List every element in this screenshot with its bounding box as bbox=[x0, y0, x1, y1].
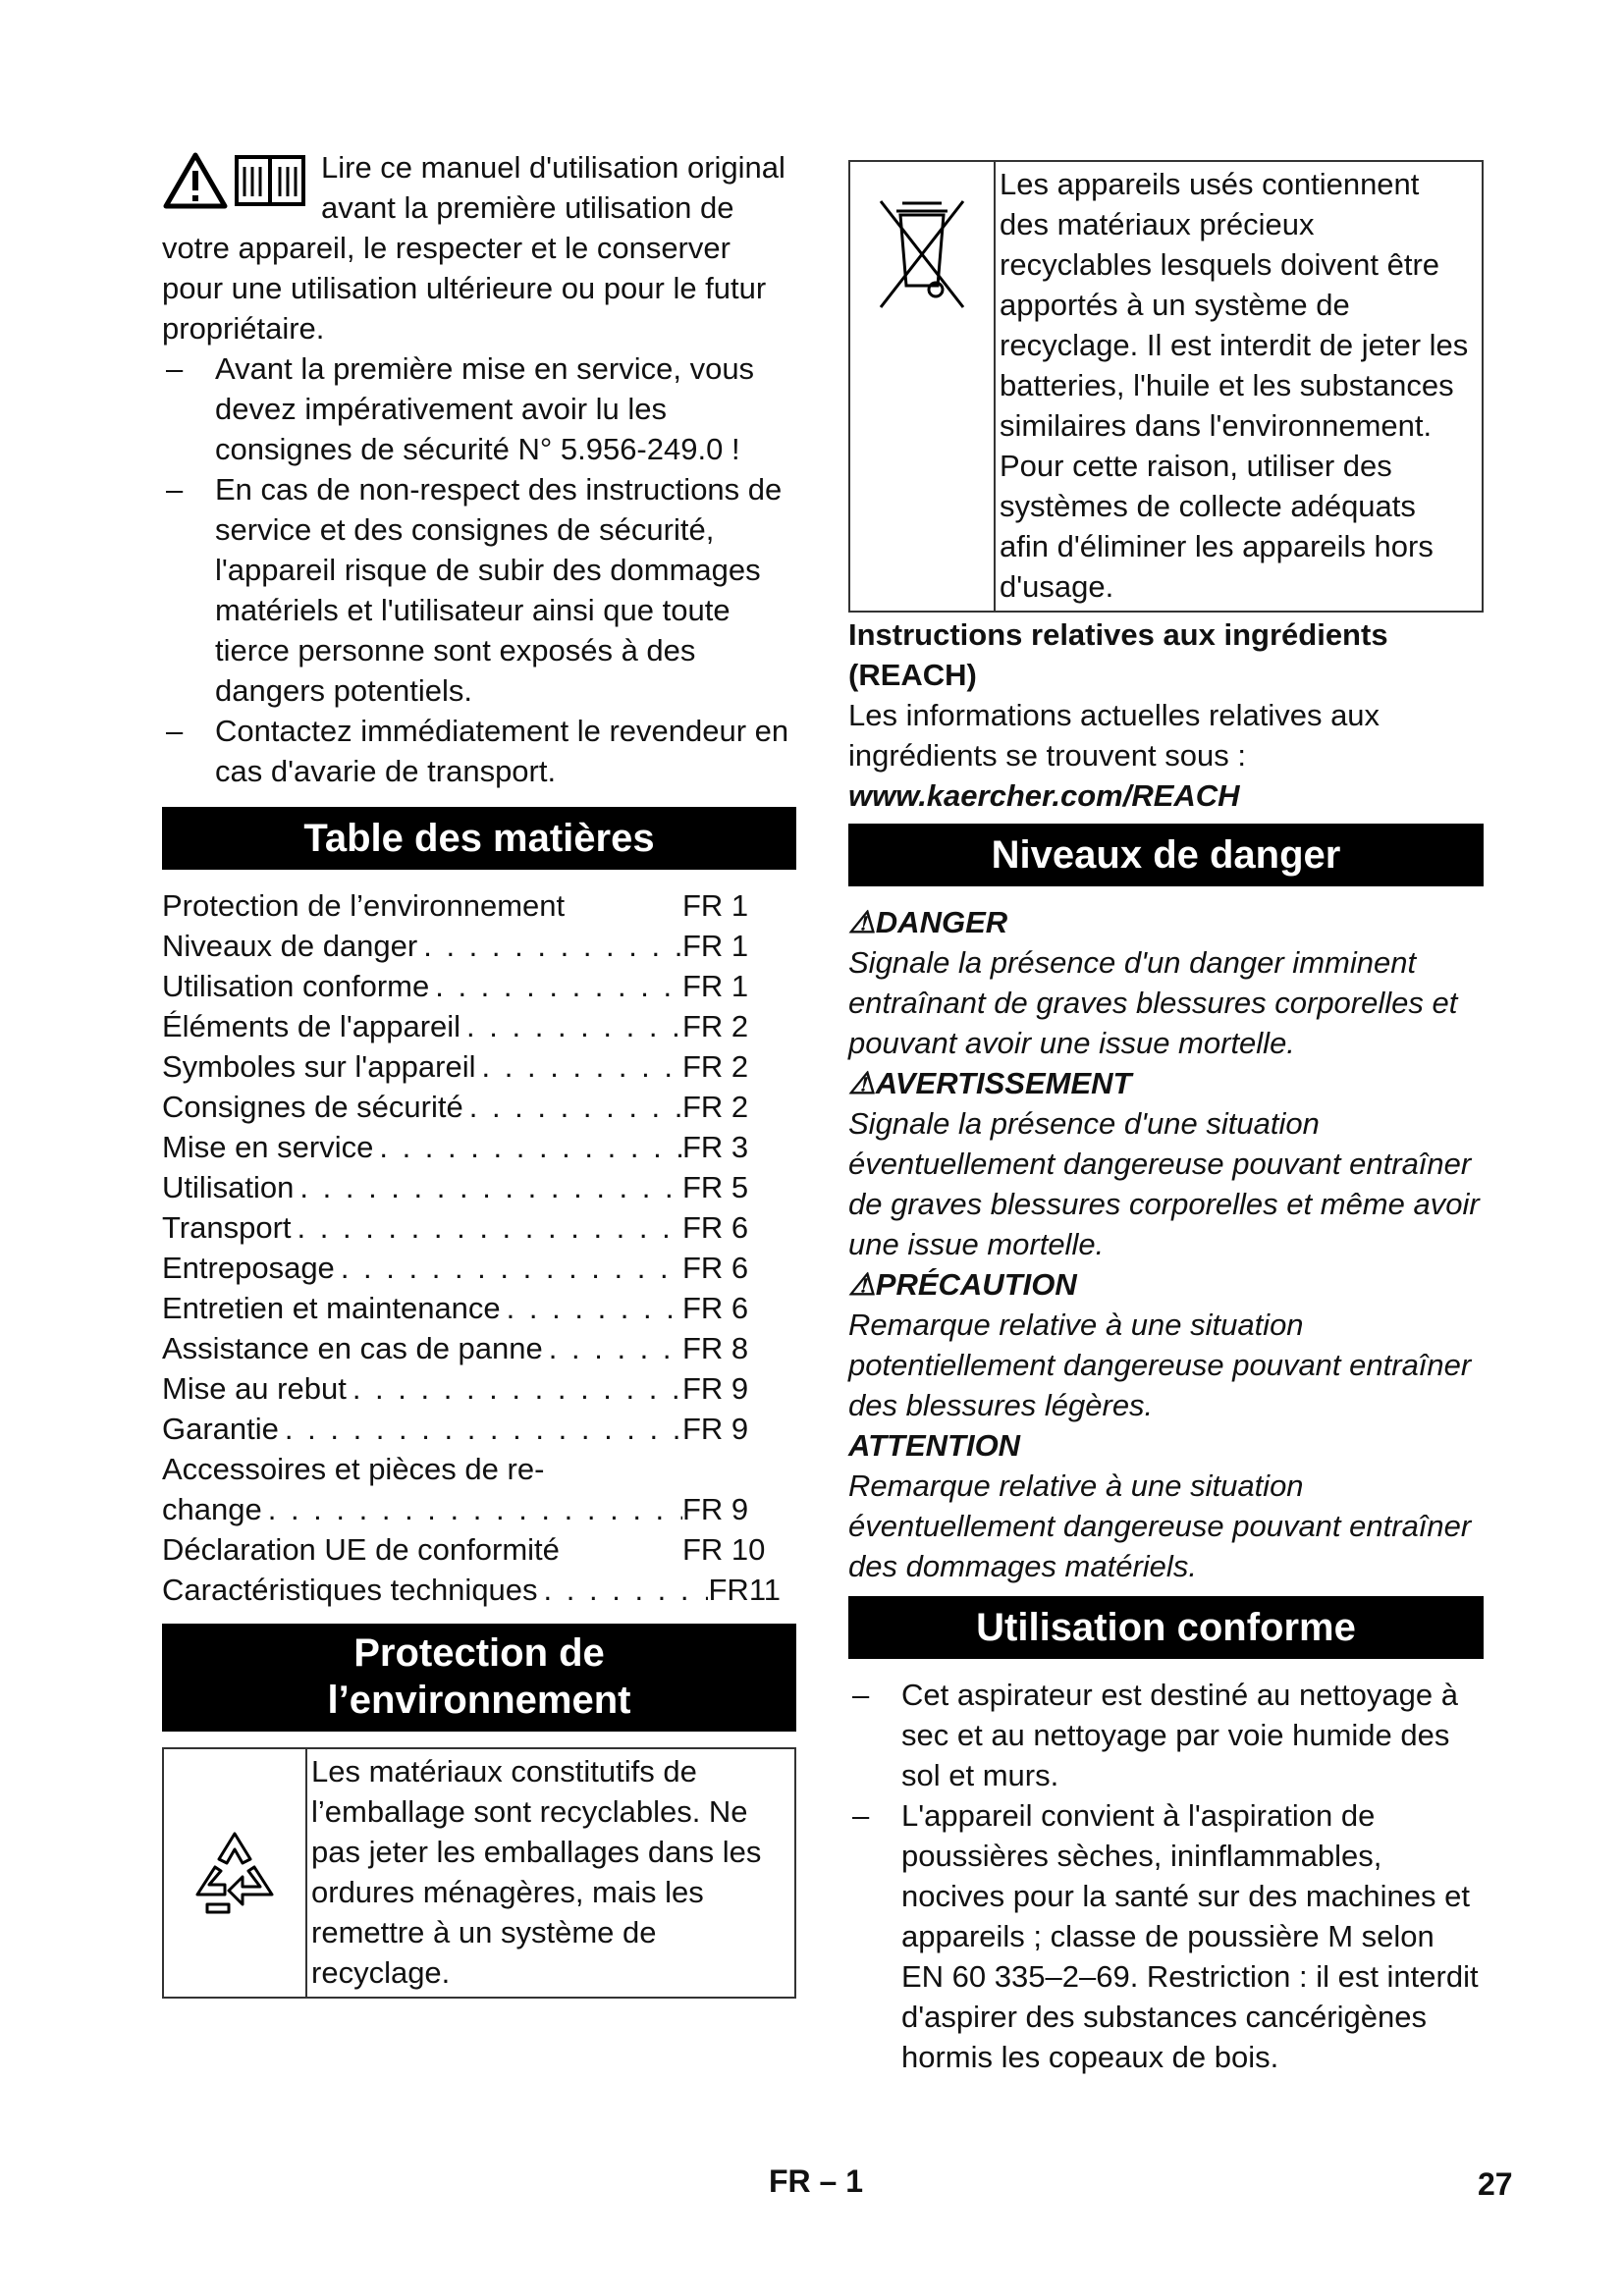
manual-book-icon bbox=[237, 157, 303, 204]
weee-text: Les appareils usés contiennent des matériaux précieux recyclables lesquels doivent être apportés à un système de recyclage. Il est interdit de jeter les batteries, l'huile et les substances similaires dans l'environnement. Pour cette raison, utiliser des systèmes de collecte adéquats afin d'éliminer les appareils hors d'usage. bbox=[1000, 167, 1469, 604]
toc-entry[interactable]: Mise au rebut . . . FR 9 bbox=[162, 1368, 781, 1409]
danger-description: Signale la présence d'un danger imminent entraînant de graves blessures corporelles et pouvant avoir une issue mortelle. bbox=[848, 945, 1458, 1060]
caution-description: Remarque relative à une situation potentiellement dangereuse pouvant entraîner des blessures légères. bbox=[848, 1308, 1472, 1422]
toc-entry[interactable]: Caractéristiques techniques . . . FR 11 bbox=[162, 1570, 781, 1610]
toc-entry[interactable]: Assistance en cas de panne . . . FR 8 bbox=[162, 1328, 781, 1368]
intended-use-title: Utilisation conforme bbox=[848, 1596, 1484, 1659]
right-column bbox=[848, 160, 1484, 2077]
list-item: – Contactez immédiatement le revendeur en cas d'avarie de transport. bbox=[162, 711, 796, 791]
warning-description: Signale la présence d'une situation éventuellement dangereuse pouvant entraîner de graves blessures corporelles et même avoir une issue mortelle. bbox=[848, 1106, 1480, 1261]
caution-label: ⚠PRÉCAUTION bbox=[848, 1267, 1077, 1302]
left-column bbox=[162, 147, 796, 1999]
list-item: – Avant la première mise en service, vous devez impérativement avoir lu les consignes de sécurité N° 5.956-249.0 ! bbox=[162, 348, 796, 469]
warning-triangle-icon: ⚠ bbox=[848, 905, 876, 939]
footer-section-code: FR – 1 bbox=[769, 2163, 864, 2199]
recycling-icon bbox=[164, 1749, 307, 1997]
intro-bullets bbox=[162, 348, 796, 791]
danger-label: ⚠DANGER bbox=[848, 905, 1008, 939]
table-of-contents bbox=[162, 885, 781, 1610]
toc-entry[interactable]: Protection de l’environnement FR 1 bbox=[162, 888, 749, 923]
toc-entry[interactable]: Accessoires et pièces de re- bbox=[162, 1452, 545, 1486]
warning-triangle-icon bbox=[166, 155, 225, 206]
crossed-bin-icon bbox=[850, 162, 996, 611]
attention-description: Remarque relative à une situation éventuellement dangereuse pouvant entraîner des dommages matériels. bbox=[848, 1468, 1472, 1583]
intro-block bbox=[162, 147, 796, 348]
toc-entry[interactable]: Symboles sur l'appareil . . . FR 2 bbox=[162, 1046, 781, 1087]
weee-box bbox=[848, 160, 1484, 613]
page-number: 27 bbox=[1478, 2166, 1513, 2202]
toc-entry[interactable]: Entreposage . . . FR 6 bbox=[162, 1248, 781, 1288]
toc-entry[interactable]: Utilisation conforme . . . FR 1 bbox=[162, 966, 781, 1006]
reach-text: Les informations actuelles relatives aux ingrédients se trouvent sous : bbox=[848, 698, 1380, 773]
toc-entry[interactable]: Garantie . . . FR 9 bbox=[162, 1409, 781, 1449]
toc-entry[interactable]: Mise en service . . . FR 3 bbox=[162, 1127, 781, 1167]
toc-entry[interactable]: Entretien et maintenance . . . FR 6 bbox=[162, 1288, 781, 1328]
danger-levels-list bbox=[848, 902, 1484, 1586]
intro-icons bbox=[162, 151, 311, 210]
recycling-text: Les matériaux constitutifs de l’emballage sont recyclables. Ne pas jeter les emballages dans les ordures ménagères, mais les remettre à un système de recyclage. bbox=[311, 1754, 762, 1990]
warning-triangle-icon: ⚠ bbox=[848, 1066, 876, 1100]
recycling-box bbox=[162, 1747, 796, 1999]
toc-entry[interactable]: Utilisation . . . FR 5 bbox=[162, 1167, 781, 1207]
intro-text: Lire ce manuel d'utilisation original avant la première utilisation de votre appareil, le respecter et le conserver pour une utilisation ultérieure ou pour le futur propriétaire. bbox=[162, 150, 785, 346]
toc-entry[interactable]: Transport . . . FR 6 bbox=[162, 1207, 781, 1248]
list-item: – L'appareil convient à l'aspiration de poussières sèches, ininflammables, nocives pour la santé sur des machines et appareils ; classe de poussière M selon EN 60 335–2–69. Restriction : il est interdit d'aspirer des substances cancérigènes hormis les copeaux de bois. bbox=[848, 1795, 1484, 2077]
reach-link[interactable]: www.kaercher.com/REACH bbox=[848, 778, 1240, 813]
toc-entry[interactable]: Niveaux de danger . . . FR 1 bbox=[162, 926, 781, 966]
toc-title: Table des matières bbox=[162, 807, 796, 870]
toc-entry[interactable]: Déclaration UE de conformité FR 10 bbox=[162, 1532, 766, 1567]
attention-label: ATTENTION bbox=[848, 1428, 1021, 1463]
list-item: – En cas de non-respect des instructions de service et des consignes de sécurité, l'appareil risque de subir des dommages matériels et l'utilisateur ainsi que toute tierce personne sont exposés à des dangers potentiels. bbox=[162, 469, 796, 711]
toc-entry[interactable]: change . . . FR 9 bbox=[162, 1489, 781, 1529]
danger-levels-title: Niveaux de danger bbox=[848, 824, 1484, 886]
warning-triangle-icon: ⚠ bbox=[848, 1267, 876, 1302]
list-item: – Cet aspirateur est destiné au nettoyage à sec et au nettoyage par voie humide des sol et murs. bbox=[848, 1675, 1484, 1795]
toc-entry[interactable]: Consignes de sécurité . . . FR 2 bbox=[162, 1087, 781, 1127]
warning-label: ⚠AVERTISSEMENT bbox=[848, 1066, 1132, 1100]
reach-heading: Instructions relatives aux ingrédients (REACH) bbox=[848, 617, 1388, 692]
environment-title: Protection de l’environnement bbox=[162, 1624, 796, 1732]
toc-entry[interactable]: Éléments de l'appareil . . . FR 2 bbox=[162, 1006, 781, 1046]
intended-use-bullets bbox=[848, 1675, 1484, 2077]
